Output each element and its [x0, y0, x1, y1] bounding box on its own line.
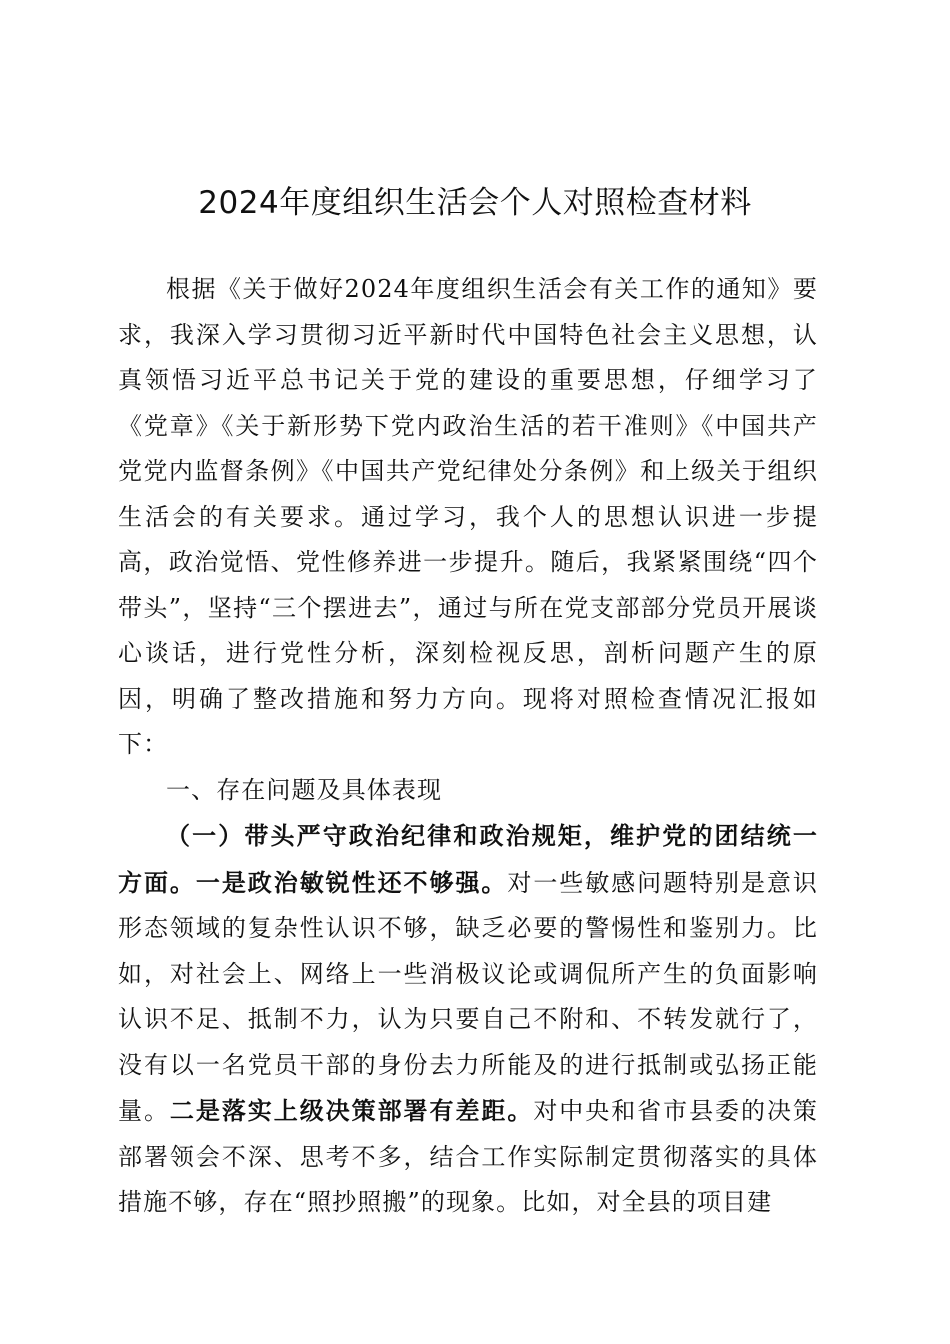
document-body: [118, 267, 818, 1226]
problem-paragraph: [118, 813, 818, 1226]
subsection-heading: （一）带头严守政治纪律和政治规矩，维护党的团结统一方面。: [118, 821, 818, 897]
point-2-heading: 二是落实上级决策部署有差距。: [169, 1096, 534, 1125]
document-title: 2024年度组织生活会个人对照检查材料: [198, 185, 752, 221]
section-heading: 一、存在问题及具体表现: [166, 775, 443, 804]
intro-paragraph: 根据《关于做好2024年度组织生活会有关工作的通知》要求，我深入学习贯彻习近平新时代中国特色社会主义思想，认真领悟习近平总书记关于党的建设的重要思想，仔细学习了《党章》《关于新形势下党内政治生活的若干准则》《中国共产党党内监督条例》《中国共产党纪律处分条例》和上级关于组织生活会的有关要求。通过学习，我个人的思想认识进一步提高，政治觉悟、党性修养进一步提升。随后，我紧紧围绕“四个带头”，坚持“三个摆进去”，通过与所在党支部部分党员开展谈心谈话，进行党性分析，深刻检视反思，剖析问题产生的原因，明确了整改措施和努力方向。现将对照检查情况汇报如下：: [118, 275, 818, 758]
point-1-text: 对一些敏感问题特别是意识形态领域的复杂性认识不够，缺乏必要的警惕性和鉴别力。比如，对社会上、网络上一些消极议论或调侃所产生的负面影响认识不足、抵制不力，认为只要自己不附和、不转发就行了，没有以一名党员干部的身份去力所能及的进行抵制或弘扬正能量。: [118, 868, 818, 1125]
point-1-heading: 一是政治敏锐性还不够强。: [195, 867, 508, 897]
point-2-text: 对中央和省市县委的决策部署领会不深、思考不多，结合工作实际制定贯彻落实的具体措施不够，存在“照抄照搬”的现象。比如，对全县的项目建: [118, 1097, 818, 1216]
